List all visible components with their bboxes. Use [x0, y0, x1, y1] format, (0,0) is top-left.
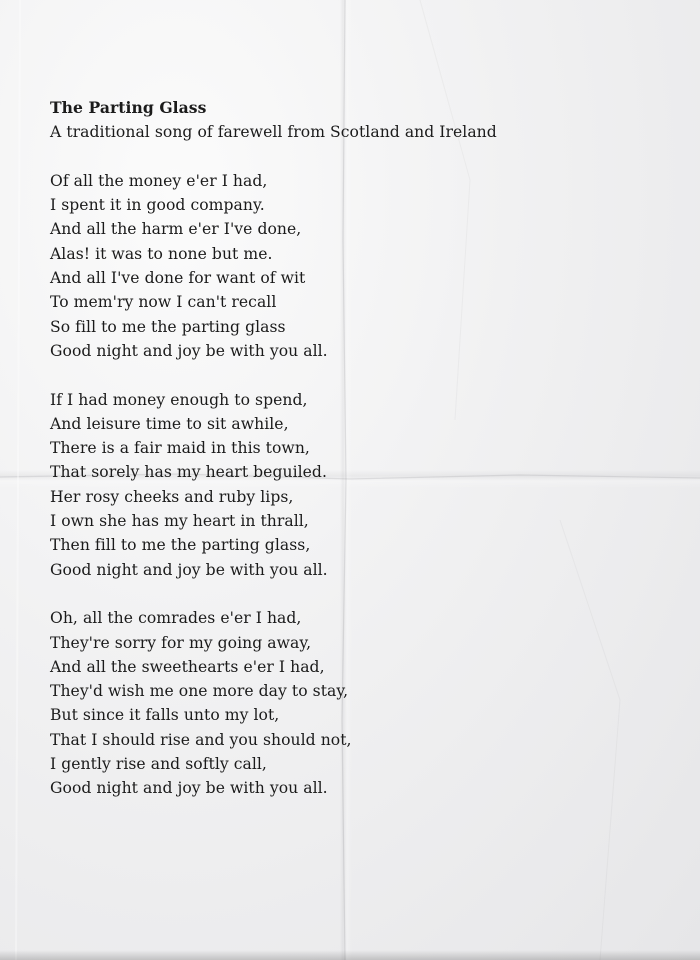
lyric-line: And leisure time to sit awhile,: [50, 414, 289, 433]
lyric-line: Of all the money e'er I had,: [50, 171, 268, 190]
lyric-line: Good night and joy be with you all.: [50, 341, 328, 360]
lyric-line: And all the harm e'er I've done,: [50, 220, 302, 239]
lyric-line: To mem'ry now I can't recall: [50, 293, 277, 312]
lyric-line: But since it falls unto my lot,: [50, 706, 280, 725]
lyric-line: Then fill to me the parting glass,: [50, 536, 311, 555]
lyric-line: I own she has my heart in thrall,: [50, 512, 309, 531]
song-lyrics: [50, 96, 650, 801]
lyric-line: Good night and joy be with you all.: [50, 779, 328, 798]
lyric-line: I spent it in good company.: [50, 196, 265, 215]
lyric-line: And all I've done for want of wit: [50, 269, 306, 288]
lyric-line: They're sorry for my going away,: [50, 633, 312, 652]
lyric-line: I gently rise and softly call,: [50, 755, 267, 774]
stanza-3: [50, 606, 650, 800]
lyric-line: Her rosy cheeks and ruby lips,: [50, 487, 294, 506]
lyric-line: Oh, all the comrades e'er I had,: [50, 609, 302, 628]
lyric-line: They'd wish me one more day to stay,: [50, 682, 349, 701]
paper-bottom-edge: [0, 950, 700, 960]
stanza-1: [50, 169, 650, 363]
lyric-line: That sorely has my heart beguiled.: [50, 463, 327, 482]
lyric-line: Alas! it was to none but me.: [50, 244, 273, 263]
stanza-2: [50, 388, 650, 582]
lyric-line: If I had money enough to spend,: [50, 390, 308, 409]
lyric-line: There is a fair maid in this town,: [50, 439, 310, 458]
lyric-line: And all the sweethearts e'er I had,: [50, 657, 325, 676]
lyric-line: Good night and joy be with you all.: [50, 560, 328, 579]
lyric-line: So fill to me the parting glass: [50, 317, 286, 336]
lyric-line: That I should rise and you should not,: [50, 730, 352, 749]
song-title: The Parting Glass: [50, 98, 207, 117]
song-subtitle: A traditional song of farewell from Scotland and Ireland: [50, 123, 497, 142]
